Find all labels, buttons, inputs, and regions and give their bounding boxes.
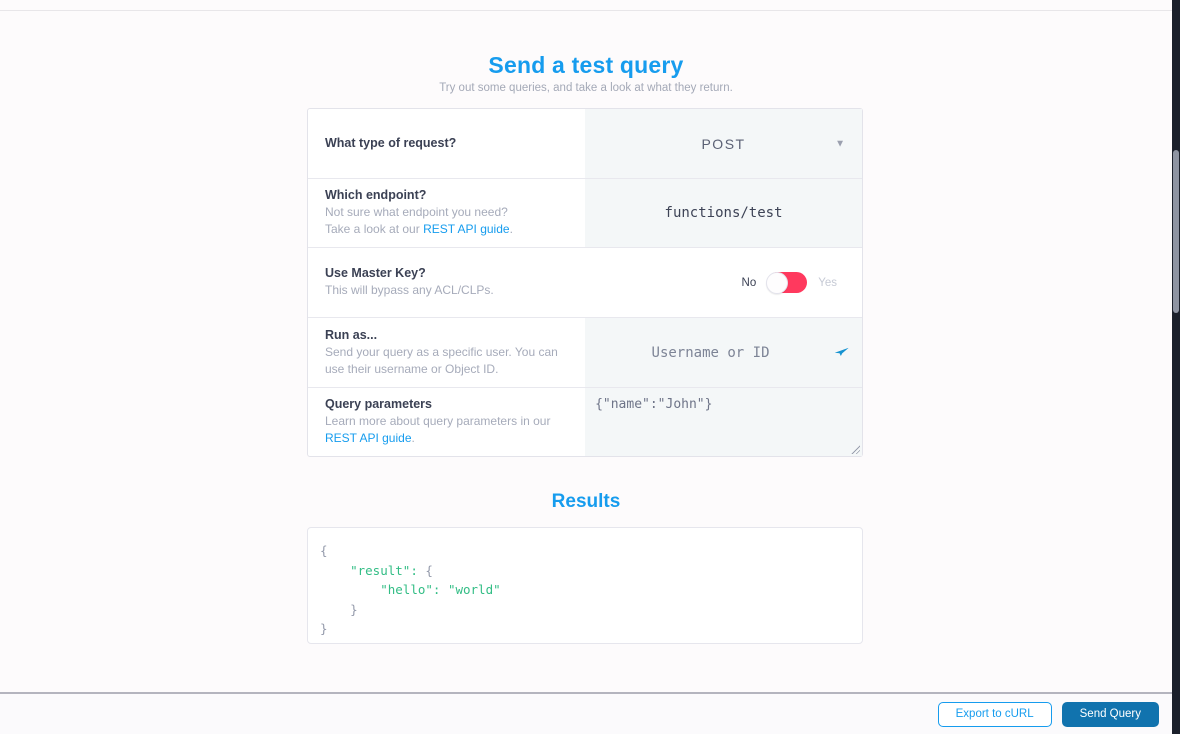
top-divider xyxy=(0,10,1172,11)
query-parameters-label: Query parameters xyxy=(325,397,433,412)
query-params-desc-suffix: . xyxy=(411,431,415,445)
endpoint-description xyxy=(325,204,567,237)
request-type-label: What type of request? xyxy=(325,135,457,150)
query-parameters-textarea[interactable] xyxy=(585,388,862,456)
toggle-knob[interactable] xyxy=(766,272,788,294)
run-as-user-icon xyxy=(834,343,849,363)
row-query-parameters xyxy=(308,388,862,456)
row-request-type xyxy=(308,109,862,179)
query-parameters-description xyxy=(325,413,567,446)
run-as-input[interactable] xyxy=(585,318,862,387)
rest-api-guide-link[interactable]: REST API guide xyxy=(423,222,510,236)
query-params-desc-prefix: Learn more about query parameters in our xyxy=(325,414,551,429)
run-as-description: Send your query as a specific user. You can use their username or Object ID. xyxy=(325,344,558,376)
send-query-button[interactable]: Send Query xyxy=(1062,702,1159,727)
request-type-value: POST xyxy=(701,135,746,152)
endpoint-desc-line2: Take a look at our xyxy=(325,222,424,236)
toggle-label-yes: Yes xyxy=(818,276,837,289)
results-heading: Results xyxy=(551,491,621,512)
master-key-toggle[interactable] xyxy=(767,272,807,293)
rest-api-guide-link-2[interactable]: REST API guide xyxy=(325,431,412,445)
endpoint-input[interactable] xyxy=(585,179,862,247)
row-endpoint xyxy=(308,179,862,248)
endpoint-label: Which endpoint? xyxy=(325,188,427,203)
run-as-label: Run as... xyxy=(325,327,378,342)
scrollbar-track[interactable] xyxy=(1172,0,1180,734)
row-master-key xyxy=(308,248,862,318)
page-title: Send a test query xyxy=(488,52,684,78)
chevron-down-icon: ▼ xyxy=(835,138,845,149)
toggle-label-no: No xyxy=(741,276,757,289)
export-to-curl-button[interactable]: Export to cURL xyxy=(938,702,1052,727)
query-form xyxy=(307,108,863,457)
endpoint-desc-line1: Not sure what endpoint you need? xyxy=(325,205,508,220)
results-code: { "result": { "hello": "world" } } xyxy=(320,543,501,636)
row-run-as xyxy=(308,318,862,388)
request-type-select[interactable] xyxy=(585,109,862,178)
scrollbar-thumb[interactable] xyxy=(1173,150,1179,313)
results-box xyxy=(307,527,863,644)
master-key-description: This will bypass any ACL/CLPs. xyxy=(325,283,494,298)
endpoint-desc-suffix: . xyxy=(509,222,513,236)
page-subtitle: Try out some queries, and take a look at what they return. xyxy=(439,82,733,94)
footer-bar xyxy=(0,692,1180,734)
master-key-label: Use Master Key? xyxy=(325,266,426,281)
